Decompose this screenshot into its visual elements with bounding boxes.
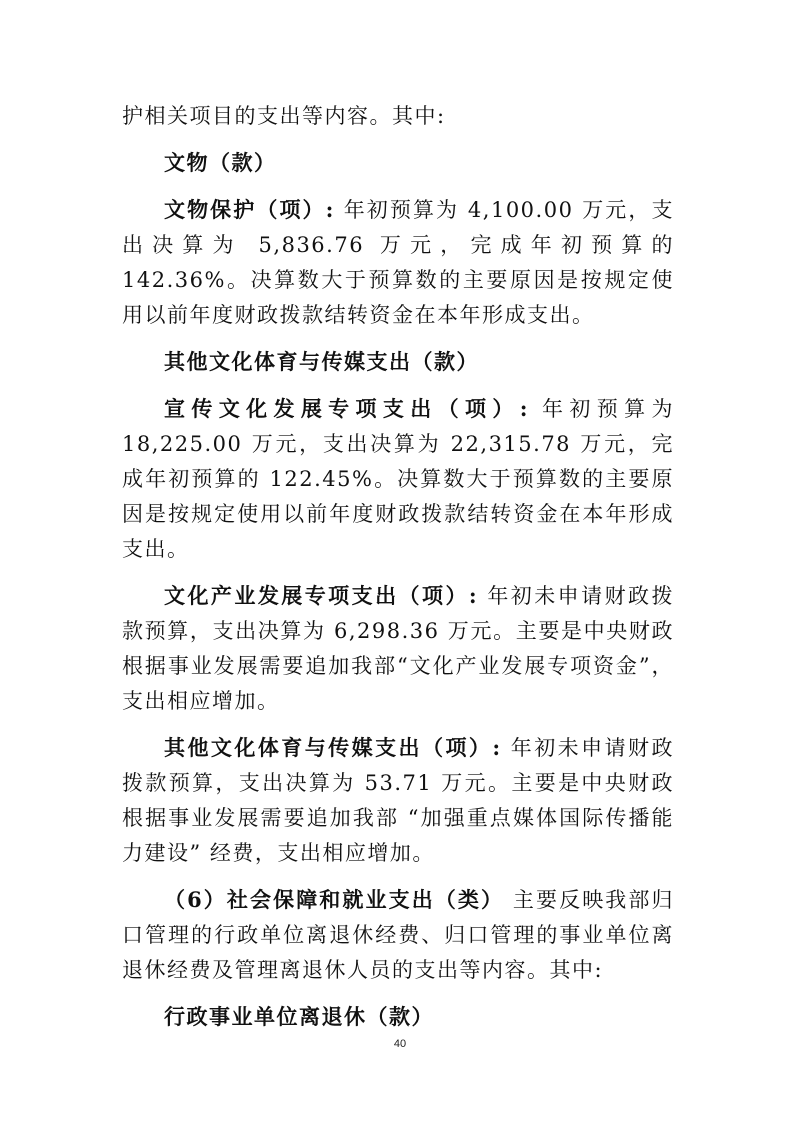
heading-retirement [122,999,674,1035]
section-heading: 文物（款） [164,150,277,175]
paragraph-continuation [122,99,674,134]
page-number: 40 [393,1038,407,1050]
paragraph-text: 年初未申请财政拨款预算，支出决算为 6,298.36 万元。主要是中央财政根据事业发展需要追加我部“文化产业发展专项资金”，支出相应增加。 [122,584,674,713]
paragraph-other-culture-item [122,730,674,871]
section-heading: 行政事业单位离退休（款） [164,1004,434,1029]
item-heading: 文物保护（项）: [164,197,335,222]
item-heading: 文化产业发展专项支出（项）: [164,583,479,608]
heading-other-culture-media [122,344,674,380]
document-body [122,99,674,1035]
paragraph-social-security [122,882,674,988]
paragraph-industry-special [122,578,674,719]
paragraph-text: 年初预算为 4,100.00 万元，支出决算为 5,836.76 万元，完成年初预算的 142.36%。决算数大于预算数的主要原因是按规定使用以前年度财政拨款结转资金在本年形成支出。 [122,198,674,327]
paragraph-text: 年初预算为 18,225.00 万元，支出决算为 22,315.78 万元，完成年初预算的 122.45%。决算数大于预算数的主要原因是按规定使用以前年度财政拨款结转资金在本年形成支出。 [122,397,674,561]
item-heading: 宣传文化发展专项支出（项）: [164,396,529,421]
paragraph-publicity-special [122,391,674,567]
item-heading: 其他文化体育与传媒支出（项）: [164,735,502,760]
heading-cultural-relics [122,145,674,181]
section-heading: 其他文化体育与传媒支出（款） [164,349,479,374]
paragraph-text: 主要反映我部归口管理的行政单位离退休经费、归口管理的事业单位离退休经费及管理离退休人员的支出等内容。其中: [122,888,674,982]
paragraph-text: 护相关项目的支出等内容。其中: [122,104,446,128]
category-heading: （6）社会保障和就业支出（类） [164,887,505,912]
paragraph-text: 年初未申请财政拨款预算，支出决算为 53.71 万元。主要是中央财政根据事业发展需要追加我部 “加强重点媒体国际传播能力建设” 经费，支出相应增加。 [122,736,674,865]
paragraph-relic-protection [122,192,674,333]
